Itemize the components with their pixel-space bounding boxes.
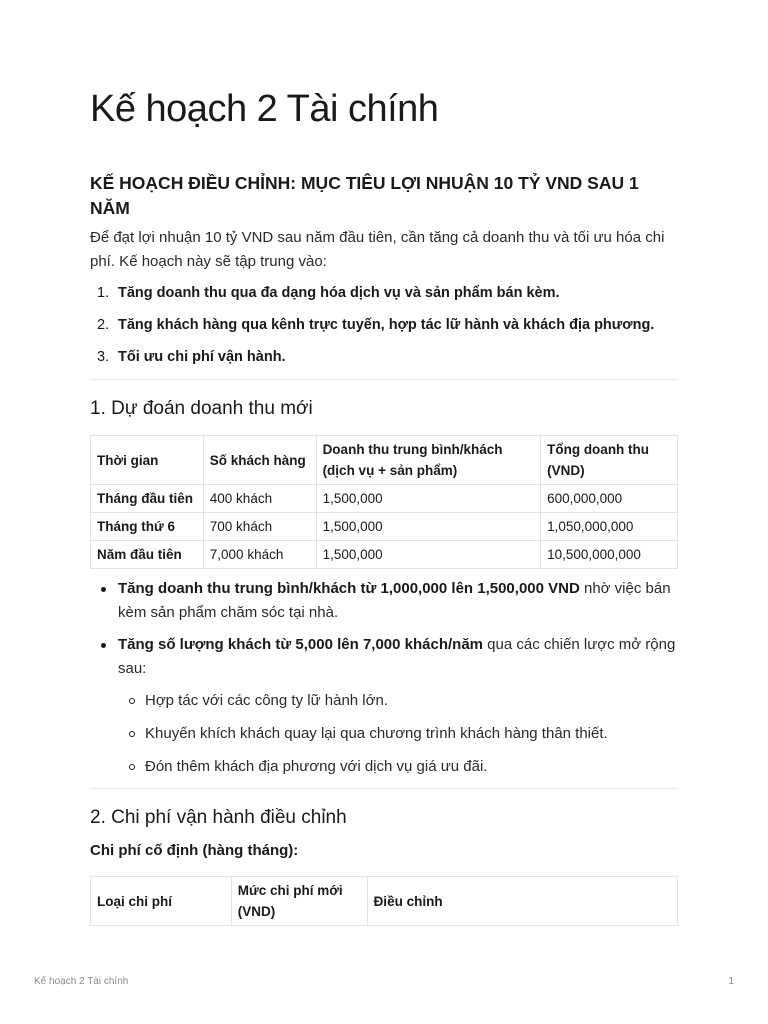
- list-item: [90, 633, 678, 788]
- table-header: Thời gian: [91, 436, 204, 485]
- table-cell: 600,000,000: [541, 485, 678, 513]
- footer-document-title: Kế hoạch 2 Tài chính: [34, 976, 129, 987]
- table-header: Doanh thu trung bình/khách (dịch vụ + sản phẩm): [316, 436, 541, 485]
- table-cell: Tháng đầu tiên: [91, 485, 204, 513]
- document-title: Kế hoạch 2 Tài chính: [90, 88, 439, 130]
- table-cell: 10,500,000,000: [541, 541, 678, 569]
- table-row: [91, 513, 678, 541]
- goal-item: [90, 314, 678, 346]
- section2-heading: 2. Chi phí vận hành điều chỉnh: [90, 807, 347, 828]
- table-cell: 700 khách: [203, 513, 316, 541]
- table-header: Số khách hàng: [203, 436, 316, 485]
- table-header-row: [91, 436, 678, 485]
- sub-list-item: Hợp tác với các công ty lữ hành lớn.: [118, 689, 678, 722]
- table-header: Điều chỉnh: [367, 877, 677, 926]
- table-cell: 1,500,000: [316, 485, 541, 513]
- table-header-row: [91, 877, 678, 926]
- fixed-cost-subtitle: Chi phí cố định (hàng tháng):: [90, 842, 299, 859]
- table-cell: Tháng thứ 6: [91, 513, 204, 541]
- intro-paragraph: Để đạt lợi nhuận 10 tỷ VND sau năm đầu tiên, cần tăng cả doanh thu và tối ưu hóa chi phí. Kế hoạch này sẽ tập trung vào:: [90, 229, 665, 270]
- page-number: 1: [728, 976, 734, 987]
- cost-table: [90, 876, 678, 926]
- table-cell: Năm đầu tiên: [91, 541, 204, 569]
- sub-bullets: [118, 689, 678, 788]
- goal-item: [90, 282, 678, 314]
- table-cell: 1,500,000: [316, 513, 541, 541]
- table-header: Loại chi phí: [91, 877, 232, 926]
- table-cell: 1,050,000,000: [541, 513, 678, 541]
- goal-text: Tăng doanh thu qua đa dạng hóa dịch vụ và sản phẩm bán kèm.: [118, 285, 560, 301]
- goal-number: 2.: [97, 317, 110, 333]
- bullet-bold-text: Tăng doanh thu trung bình/khách từ 1,000,000 lên 1,500,000 VND: [118, 580, 580, 597]
- section1-heading: 1. Dự đoán doanh thu mới: [90, 398, 313, 419]
- bullet-text: nhờ việc bán kèm sản phẩm chăm sóc tại nhà.: [118, 580, 671, 621]
- table-header: Tổng doanh thu (VND): [541, 436, 678, 485]
- goal-item: [90, 346, 678, 378]
- goal-number: 3.: [97, 349, 110, 365]
- divider: [90, 788, 678, 789]
- table-cell: 400 khách: [203, 485, 316, 513]
- sub-list-item: Khuyến khích khách quay lại qua chương trình khách hàng thân thiết.: [118, 722, 678, 755]
- table-cell: 1,500,000: [316, 541, 541, 569]
- table-cell: 7,000 khách: [203, 541, 316, 569]
- table-row: [91, 541, 678, 569]
- list-item: [90, 577, 678, 625]
- goals-list: [90, 282, 678, 378]
- sub-list-item: Đón thêm khách địa phương với dịch vụ giá ưu đãi.: [118, 755, 678, 788]
- revenue-table: [90, 435, 678, 569]
- goal-text: Tối ưu chi phí vận hành.: [118, 349, 286, 365]
- plan-heading: KẾ HOẠCH ĐIỀU CHỈNH: MỤC TIÊU LỢI NHUẬN 10 TỶ VND SAU 1 NĂM: [90, 173, 639, 218]
- table-row: [91, 485, 678, 513]
- bullet-text: qua các chiến lược mở rộng sau:: [118, 636, 676, 677]
- bullet-bold-text: Tăng số lượng khách từ 5,000 lên 7,000 khách/năm: [118, 636, 484, 653]
- strategy-bullets: [90, 577, 678, 796]
- goal-text: Tăng khách hàng qua kênh trực tuyến, hợp tác lữ hành và khách địa phương.: [118, 317, 655, 333]
- table-header: Mức chi phí mới (VND): [231, 877, 367, 926]
- divider: [90, 379, 678, 380]
- goal-number: 1.: [97, 285, 110, 301]
